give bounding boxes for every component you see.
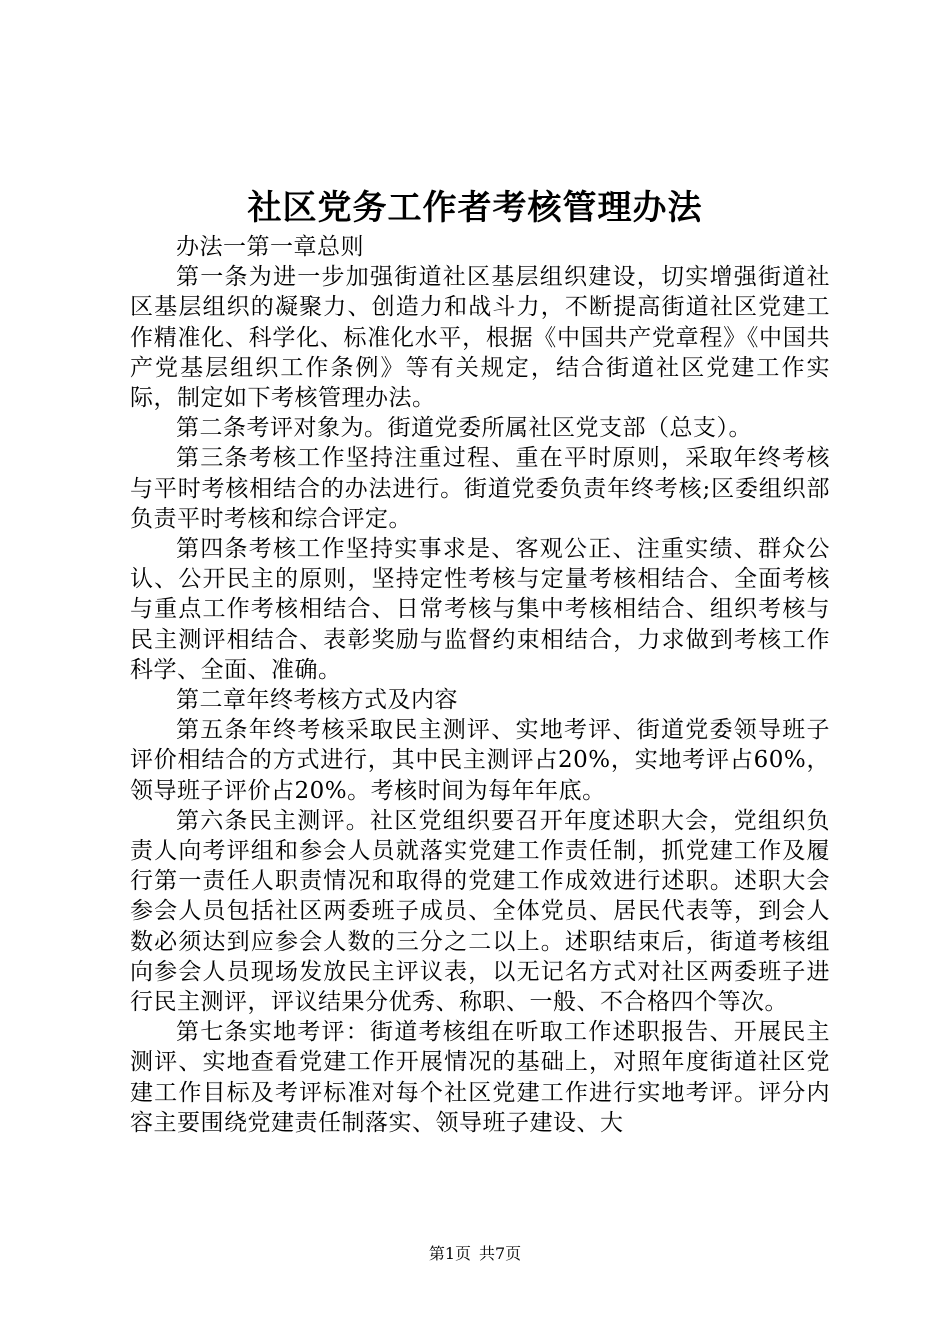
paragraph-chapter-2-heading: 第二章年终考核方式及内容 xyxy=(176,687,458,714)
paragraph-article-3: 第三条考核工作坚持注重过程、重在平时原则，采取年终考核与平时考核相结合的办法进行。街道党委负责年终考核;区委组织部负责平时考核和综合评定。 xyxy=(130,445,830,532)
paragraph-article-2: 第二条考评对象为。街道党委所属社区党支部（总支）。 xyxy=(176,415,752,442)
paragraph-article-1: 第一条为进一步加强街道社区基层组织建设，切实增强街道社区基层组织的凝聚力、创造力和战斗力，不断提高街道社区党建工作精准化、科学化、标准化水平，根据《中国共产党章程》《中国共产党基层组织工作条例》等有关规定，结合街道社区党建工作实际，制定如下考核管理办法。 xyxy=(130,264,830,412)
paragraph-article-6: 第六条民主测评。社区党组织要召开年度述职大会，党组织负责人向考评组和参会人员就落实党建工作责任制，抓党建工作及履行第一责任人职责情况和取得的党建工作成效进行述职。述职大会参会人员包括社区两委班子成员、全体党员、居民代表等，到会人数必须达到应参会人数的三分之二以上。述职结束后，街道考核组向参会人员现场发放民主评议表，以无记名方式对社区两委班子进行民主测评，评议结果分优秀、称职、一般、不合格四个等次。 xyxy=(130,807,830,1016)
document-title: 社区党务工作者考核管理办法 xyxy=(247,188,703,228)
paragraph-article-7: 第七条实地考评：街道考核组在听取工作述职报告、开展民主测评、实地查看党建工作开展情况的基础上，对照年度街道社区党建工作目标及考评标准对每个社区党建工作进行实地考评。评分内容主要围绕党建责任制落实、领导班子建设、大 xyxy=(130,1019,830,1136)
document-body xyxy=(130,232,830,1138)
paragraph-chapter-1-heading: 办法一第一章总则 xyxy=(176,234,364,260)
paragraph-article-5: 第五条年终考核采取民主测评、实地考评、街道党委领导班子评价相结合的方式进行，其中民主测评占20%，实地考评占60%，领导班子评价占20%。考核时间为每年年底。 xyxy=(130,717,830,804)
page-number: 第1页 xyxy=(428,1244,471,1263)
paragraph-article-4: 第四条考核工作坚持实事求是、客观公正、注重实绩、群众公认、公开民主的原则，坚持定性考核与定量考核相结合、全面考核与重点工作考核相结合、日常考核与集中考核相结合、组织考核与民主测评相结合、表彰奖励与监督约束相结合，力求做到考核工作科学、全面、准确。 xyxy=(130,536,830,683)
page-total: 共7页 xyxy=(479,1244,522,1263)
page-footer xyxy=(0,1242,950,1266)
